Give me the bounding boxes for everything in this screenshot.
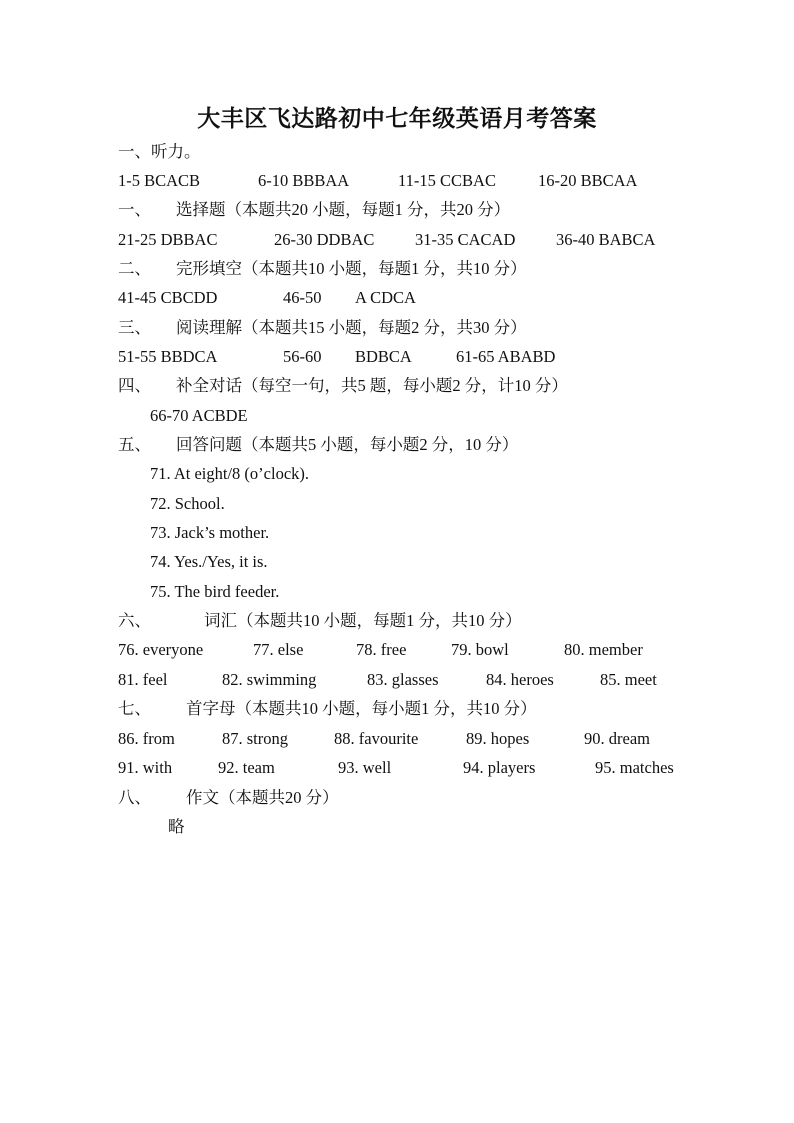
- answer-group: BDBCA: [355, 347, 412, 366]
- answer-group: 11-15 CCBAC: [398, 171, 496, 190]
- initial-letter-answer: 87. strong: [222, 729, 288, 748]
- initial-letter-answer: 94. players: [463, 758, 536, 777]
- section-title: 词汇（本题共10 小题，每题1 分，共10 分）: [204, 611, 522, 630]
- answer-group: 31-35 CACAD: [415, 230, 516, 249]
- vocab-answer: 76. everyone: [118, 640, 204, 659]
- section-number: 一、: [118, 200, 151, 219]
- answer-group: 46-50: [283, 288, 322, 307]
- answer-group: 26-30 DDBAC: [274, 230, 375, 249]
- vocab-answer: 83. glasses: [367, 670, 439, 689]
- answer-group: 51-55 BBDCA: [118, 347, 218, 366]
- section-title: 完形填空（本题共10 小题，每题1 分，共10 分）: [176, 259, 527, 278]
- answer-group: 6-10 BBBAA: [258, 171, 350, 190]
- vocab-answer: 79. bowl: [451, 640, 509, 659]
- section-title: 作文（本题共20 分）: [186, 788, 339, 807]
- section-number: 六、: [118, 611, 151, 630]
- initial-letter-answer: 92. team: [218, 758, 275, 777]
- vocab-answer: 80. member: [564, 640, 643, 659]
- answer-group: 16-20 BBCAA: [538, 171, 638, 190]
- section-number: 五、: [118, 435, 151, 454]
- section-number: 八、: [118, 788, 151, 807]
- section-number: 七、: [118, 699, 151, 718]
- short-answer: 71. At eight/8 (o’clock).: [150, 464, 310, 483]
- answer-group: 41-45 CBCDD: [118, 288, 218, 307]
- answer-group: 66-70 ACBDE: [150, 406, 248, 425]
- section-title: 回答问题（本题共5 小题，每小题2 分，10 分）: [176, 435, 519, 454]
- section-number: 二、: [118, 259, 151, 278]
- section-title: 首字母（本题共10 小题，每小题1 分，共10 分）: [186, 699, 537, 718]
- short-answer: 74. Yes./Yes, it is.: [150, 552, 268, 571]
- answer-group: A CDCA: [355, 288, 416, 307]
- answer-group: 61-65 ABABD: [456, 347, 556, 366]
- vocab-answer: 85. meet: [600, 670, 657, 689]
- short-answer: 72. School.: [150, 494, 225, 513]
- vocab-answer: 82. swimming: [222, 670, 317, 689]
- vocab-answer: 77. else: [253, 640, 304, 659]
- section-title: 选择题（本题共20 小题，每题1 分，共20 分）: [176, 200, 511, 219]
- essay-answer: 略: [168, 817, 185, 836]
- initial-letter-answer: 89. hopes: [466, 729, 530, 748]
- section-title: 补全对话（每空一句，共5 题，每小题2 分，计10 分）: [176, 376, 568, 395]
- short-answer: 75. The bird feeder.: [150, 582, 280, 601]
- initial-letter-answer: 91. with: [118, 758, 173, 777]
- section-number: 三、: [118, 318, 151, 337]
- initial-letter-answer: 95. matches: [595, 758, 674, 777]
- listening-heading: 一、听力。: [118, 142, 201, 161]
- vocab-answer: 78. free: [356, 640, 407, 659]
- initial-letter-answer: 90. dream: [584, 729, 650, 748]
- initial-letter-answer: 86. from: [118, 729, 175, 748]
- answer-group: 36-40 BABCA: [556, 230, 656, 249]
- answer-group: 1-5 BCACB: [118, 171, 201, 190]
- initial-letter-answer: 93. well: [338, 758, 392, 777]
- initial-letter-answer: 88. favourite: [334, 729, 419, 748]
- page-title: 大丰区飞达路初中七年级英语月考答案: [197, 106, 597, 131]
- section-title: 阅读理解（本题共15 小题，每题2 分，共30 分）: [176, 318, 527, 337]
- section-number: 四、: [118, 376, 151, 395]
- short-answer: 73. Jack’s mother.: [150, 523, 270, 542]
- vocab-answer: 81. feel: [118, 670, 168, 689]
- vocab-answer: 84. heroes: [486, 670, 554, 689]
- answer-group: 21-25 DBBAC: [118, 230, 218, 249]
- answer-group: 56-60: [283, 347, 322, 366]
